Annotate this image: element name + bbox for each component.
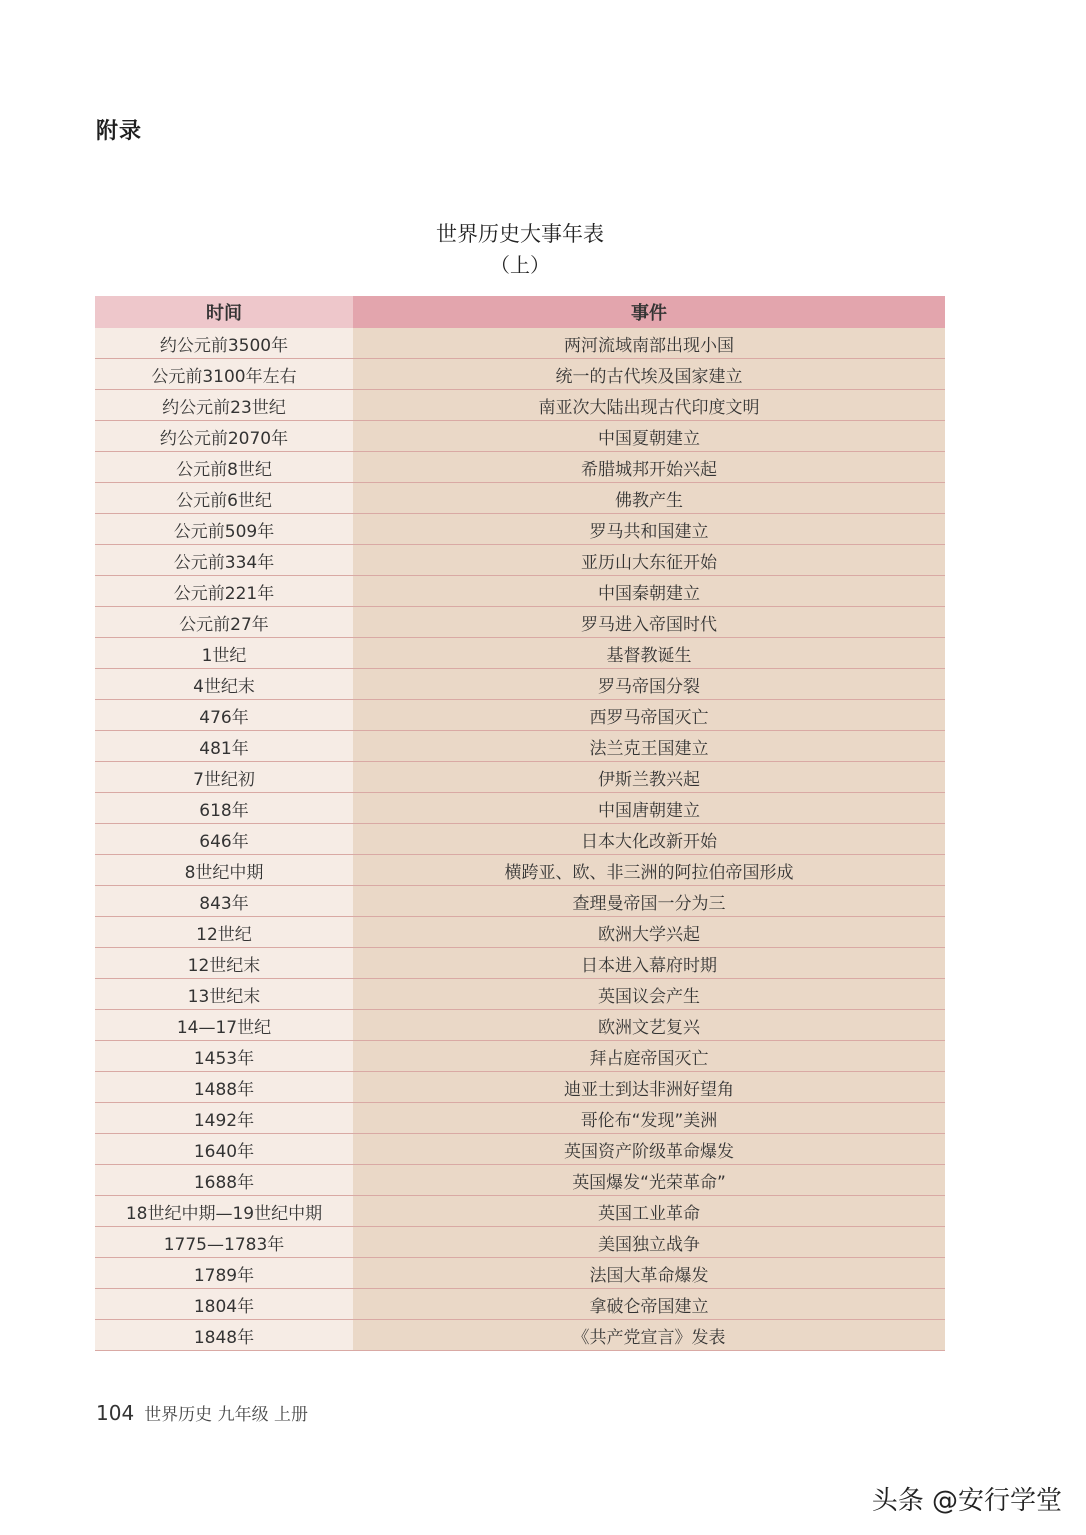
cell-time: 1804年: [95, 1289, 353, 1320]
cell-event: 横跨亚、欧、非三洲的阿拉伯帝国形成: [353, 855, 945, 886]
table-row: [95, 421, 945, 452]
table-body: [95, 328, 945, 1351]
table-row: [95, 359, 945, 390]
table-row: [95, 545, 945, 576]
watermark: 头条 @安行学堂: [871, 1486, 1062, 1516]
page-footer: [96, 1400, 308, 1425]
table-row: [95, 1227, 945, 1258]
cell-time: 公元前27年: [95, 607, 353, 638]
cell-event: 两河流域南部出现小国: [353, 328, 945, 359]
table-row: [95, 793, 945, 824]
cell-event: 英国爆发“光荣革命”: [353, 1165, 945, 1196]
table-row: [95, 1041, 945, 1072]
cell-event: 罗马共和国建立: [353, 514, 945, 545]
cell-time: 1640年: [95, 1134, 353, 1165]
cell-event: 佛教产生: [353, 483, 945, 514]
book-title: 世界历史 九年级 上册: [144, 1405, 308, 1425]
cell-time: 公元前3100年左右: [95, 359, 353, 390]
cell-event: 欧洲大学兴起: [353, 917, 945, 948]
cell-event: 拜占庭帝国灭亡: [353, 1041, 945, 1072]
table-row: [95, 1165, 945, 1196]
table-row: [95, 731, 945, 762]
table-row: [95, 1072, 945, 1103]
cell-event: 中国唐朝建立: [353, 793, 945, 824]
cell-time: 476年: [95, 700, 353, 731]
cell-time: 12世纪末: [95, 948, 353, 979]
cell-time: 1492年: [95, 1103, 353, 1134]
table-row: [95, 669, 945, 700]
table-row: [95, 1289, 945, 1320]
cell-event: 罗马帝国分裂: [353, 669, 945, 700]
cell-event: 中国夏朝建立: [353, 421, 945, 452]
cell-event: 中国秦朝建立: [353, 576, 945, 607]
table-row: [95, 576, 945, 607]
cell-event: 拿破仑帝国建立: [353, 1289, 945, 1320]
column-header-time: 时间: [95, 296, 353, 328]
cell-time: 1453年: [95, 1041, 353, 1072]
cell-event: 法国大革命爆发: [353, 1258, 945, 1289]
cell-event: 伊斯兰教兴起: [353, 762, 945, 793]
cell-time: 7世纪初: [95, 762, 353, 793]
section-title: 附录: [96, 119, 143, 144]
table-row: [95, 855, 945, 886]
cell-event: 英国资产阶级革命爆发: [353, 1134, 945, 1165]
cell-time: 4世纪末: [95, 669, 353, 700]
cell-time: 1775—1783年: [95, 1227, 353, 1258]
cell-event: 英国议会产生: [353, 979, 945, 1010]
cell-event: 南亚次大陆出现古代印度文明: [353, 390, 945, 421]
cell-time: 618年: [95, 793, 353, 824]
cell-time: 公元前509年: [95, 514, 353, 545]
cell-time: 13世纪末: [95, 979, 353, 1010]
table-row: [95, 979, 945, 1010]
cell-time: 1488年: [95, 1072, 353, 1103]
cell-time: 646年: [95, 824, 353, 855]
cell-time: 公元前221年: [95, 576, 353, 607]
table-row: [95, 1320, 945, 1351]
cell-event: 日本进入幕府时期: [353, 948, 945, 979]
cell-time: 1848年: [95, 1320, 353, 1351]
cell-event: 亚历山大东征开始: [353, 545, 945, 576]
table-row: [95, 1103, 945, 1134]
table-row: [95, 700, 945, 731]
table-row: [95, 824, 945, 855]
cell-event: 日本大化改新开始: [353, 824, 945, 855]
cell-time: 约公元前2070年: [95, 421, 353, 452]
table-row: [95, 762, 945, 793]
table-row: [95, 483, 945, 514]
cell-time: 约公元前23世纪: [95, 390, 353, 421]
column-header-event: 事件: [353, 296, 945, 328]
cell-time: 公元前334年: [95, 545, 353, 576]
table-row: [95, 390, 945, 421]
cell-event: 美国独立战争: [353, 1227, 945, 1258]
table-row: [95, 1196, 945, 1227]
cell-event: 法兰克王国建立: [353, 731, 945, 762]
cell-time: 公元前6世纪: [95, 483, 353, 514]
cell-event: 统一的古代埃及国家建立: [353, 359, 945, 390]
table-row: [95, 607, 945, 638]
table-row: [95, 948, 945, 979]
table-row: [95, 1134, 945, 1165]
table-subtitle: （上）: [490, 253, 550, 277]
cell-event: 《共产党宣言》发表: [353, 1320, 945, 1351]
cell-event: 英国工业革命: [353, 1196, 945, 1227]
table-row: [95, 638, 945, 669]
cell-event: 西罗马帝国灭亡: [353, 700, 945, 731]
table-row: [95, 1258, 945, 1289]
cell-event: 基督教诞生: [353, 638, 945, 669]
cell-event: 罗马进入帝国时代: [353, 607, 945, 638]
cell-time: 1789年: [95, 1258, 353, 1289]
table-row: [95, 1010, 945, 1041]
cell-event: 希腊城邦开始兴起: [353, 452, 945, 483]
table-row: [95, 328, 945, 359]
table-header-row: [95, 296, 945, 328]
events-table: [95, 296, 945, 1351]
cell-time: 843年: [95, 886, 353, 917]
table-row: [95, 514, 945, 545]
page-number: 104: [96, 1401, 135, 1425]
cell-event: 欧洲文艺复兴: [353, 1010, 945, 1041]
cell-time: 481年: [95, 731, 353, 762]
cell-time: 14—17世纪: [95, 1010, 353, 1041]
table-row: [95, 886, 945, 917]
cell-time: 12世纪: [95, 917, 353, 948]
cell-time: 1688年: [95, 1165, 353, 1196]
cell-time: 18世纪中期—19世纪中期: [95, 1196, 353, 1227]
cell-event: 迪亚士到达非洲好望角: [353, 1072, 945, 1103]
cell-time: 1世纪: [95, 638, 353, 669]
table-row: [95, 452, 945, 483]
cell-time: 约公元前3500年: [95, 328, 353, 359]
cell-event: 查理曼帝国一分为三: [353, 886, 945, 917]
cell-time: 公元前8世纪: [95, 452, 353, 483]
table-title: 世界历史大事年表: [436, 222, 604, 246]
cell-event: 哥伦布“发现”美洲: [353, 1103, 945, 1134]
table-row: [95, 917, 945, 948]
cell-time: 8世纪中期: [95, 855, 353, 886]
